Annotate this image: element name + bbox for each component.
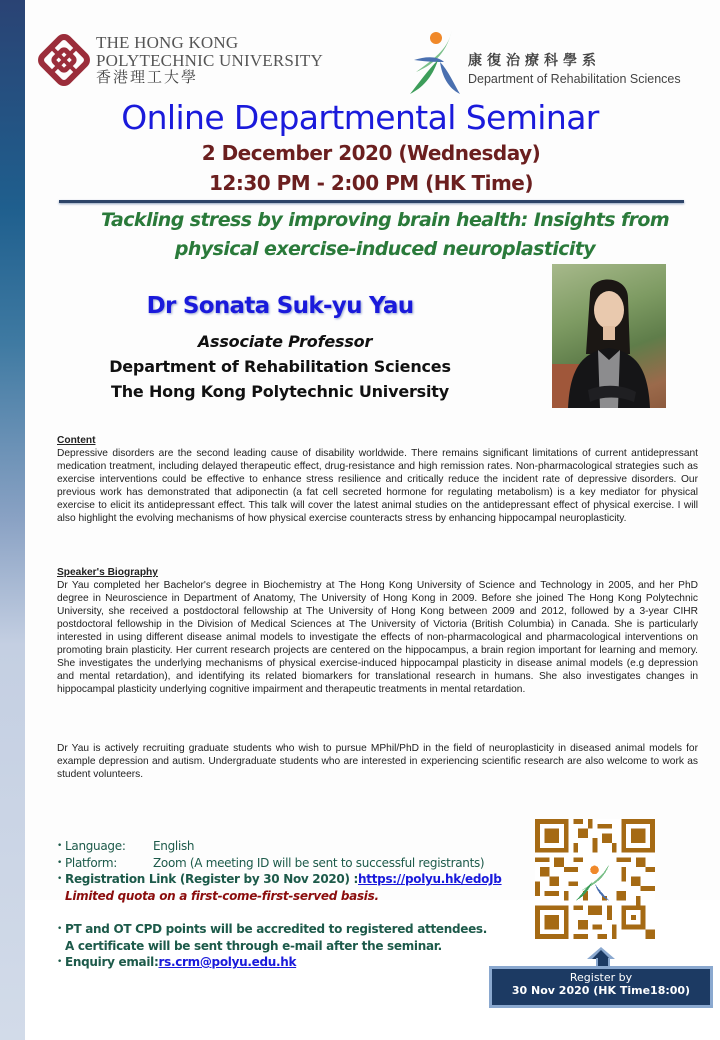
header-divider: [59, 200, 684, 203]
speaker-department: Department of Rehabilitation Sciences: [109, 357, 451, 376]
speaker-role: Associate Professor: [197, 332, 373, 351]
content-section: [57, 434, 698, 525]
biography-body: Dr Yau completed her Bachelor's degree in Biochemistry at The Hong Kong University of Science and Technology in 2005, and her PhD degree in Neuroscience in Department of Anatomy, The University of Hong Kong in 2009. Before she joined The Hong Kong Polytechnic University, she received a postdoctoral fellowship at The University of Hong Kong between 2009 and 2012, followed by a 3-year CIHR postdoctoral fellowship in the Division of Medical Sciences at The University of Victoria (British Columbia) in Canada. She is particularly interested in using different disease animal models to investigate the effects of non-pharmacological and pharmacological interventions on promoting brain plasticity. Her current research projects are centered on the hippocampus, a brain region important for learning and memory. She investigates the underlying mechanisms of physical exercise-induced hippocampal plasticity in disease animal models (e.g depression and mental retardation), and identifying its related biomarkers for translational research in humans. She also investigates changes in hippocampal plasticity underlying cognitive impairment and therapeutic treatments in mental retardation.: [57, 580, 698, 695]
dept-name-chinese: 康復治療科學系: [468, 52, 601, 68]
seminar-topic: [90, 206, 680, 264]
dept-name-english: Department of Rehabilitation Sciences: [468, 72, 681, 86]
platform-label: Platform:: [65, 855, 117, 870]
polyu-name-chinese: 香港理工大學: [96, 70, 199, 86]
speaker-name: Dr Sonata Suk-yu Yau: [146, 293, 414, 319]
language-label: Language:: [65, 839, 126, 853]
polyu-emblem-icon: [36, 32, 92, 88]
rehab-figure-icon: [408, 26, 466, 98]
topic-line-2: physical exercise-induced neuroplasticity: [174, 238, 596, 260]
platform-value: Zoom (A meeting ID will be sent to successful registrants): [153, 855, 485, 870]
recruitment-paragraph: Dr Yau is actively recruiting graduate students who wish to pursue MPhil/PhD in the field of neuroplasticity in diseased animal models for example depression and autism. Undergraduate students who are interested in experiencing scientific research are also welcome to work as student volunteers.: [57, 743, 698, 780]
enquiry-label: Enquiry email:: [65, 955, 159, 969]
quota-note: Limited quota on a first-come-first-served basis.: [65, 888, 379, 903]
seminar-title: Online Departmental Seminar: [121, 98, 599, 137]
cpd-line-2: A certificate will be sent through e-mail after the seminar.: [65, 938, 442, 953]
register-by-box: [489, 966, 713, 1008]
speaker-portrait-icon: [552, 264, 666, 408]
seminar-date: 2 December 2020 (Wednesday): [201, 141, 541, 165]
biography-heading: Speaker's Biography: [57, 567, 158, 578]
speaker-photo: [552, 264, 666, 408]
info-language: • Language: English: [57, 839, 195, 853]
polyu-name-line2: POLYTECHNIC UNIVERSITY: [96, 51, 323, 70]
info-cpd: • PT and OT CPD points will be accredited to registered attendees.: [57, 922, 488, 936]
language-value: English: [153, 839, 195, 853]
register-by-label: Register by: [569, 971, 633, 984]
register-deadline: 30 Nov 2020 (HK Time18:00): [511, 984, 691, 997]
enquiry-email-link[interactable]: rs.crm@polyu.edu.hk: [158, 955, 297, 969]
registration-label: Registration Link (Register by 30 Nov 2020) :: [65, 872, 359, 886]
event-info-list: [57, 838, 517, 971]
seminar-time: 12:30 PM - 2:00 PM (HK Time): [208, 171, 534, 195]
info-platform: • Platform: Zoom (A meeting ID will be sent to successful registrants): [57, 855, 485, 870]
content-heading: Content: [57, 435, 96, 446]
biography-section: [57, 566, 698, 696]
info-certificate: [57, 938, 517, 955]
topic-line-1: Tackling stress by improving brain health: Insights from: [100, 209, 670, 231]
info-registration: • Registration Link (Register by 30 Nov 2020) : https://polyu.hk/edoJb: [57, 872, 502, 886]
cpd-line-1: PT and OT CPD points will be accredited to registered attendees.: [65, 922, 488, 936]
polyu-logo: [36, 32, 323, 88]
registration-link[interactable]: https://polyu.hk/edoJb: [358, 872, 502, 886]
rehab-dept-logo: [408, 26, 681, 98]
info-enquiry: • Enquiry email: rs.crm@polyu.edu.hk: [57, 955, 297, 969]
polyu-name-line1: THE HONG KONG: [96, 33, 239, 52]
speaker-university: The Hong Kong Polytechnic University: [111, 382, 449, 401]
content-body: Depressive disorders are the second leading cause of disability worldwide. There remains significant limitations of current antidepressant medication treatment, including delayed therapeutic effect, drug-resistance and high remission rates. Non-pharmacological strategies such as exercise interventions could be effective to enhance stress resilience and critically reduce the incident rate of depressive disorders. Our previous work has demonstrated that adiponectin (a fat cell secreted hormone for regulating metabolism) is a key mediator for physical exercise to elicit its antidepressant effect. This talk will cover the latest animal studies on the antidepressant effect of physical exercise. I will also highlight the evolving mechanisms of how physical exercise counteracts stress by enhancing hippocampal neuroplasticity.: [57, 448, 698, 524]
registration-qr-code[interactable]: [535, 819, 655, 939]
